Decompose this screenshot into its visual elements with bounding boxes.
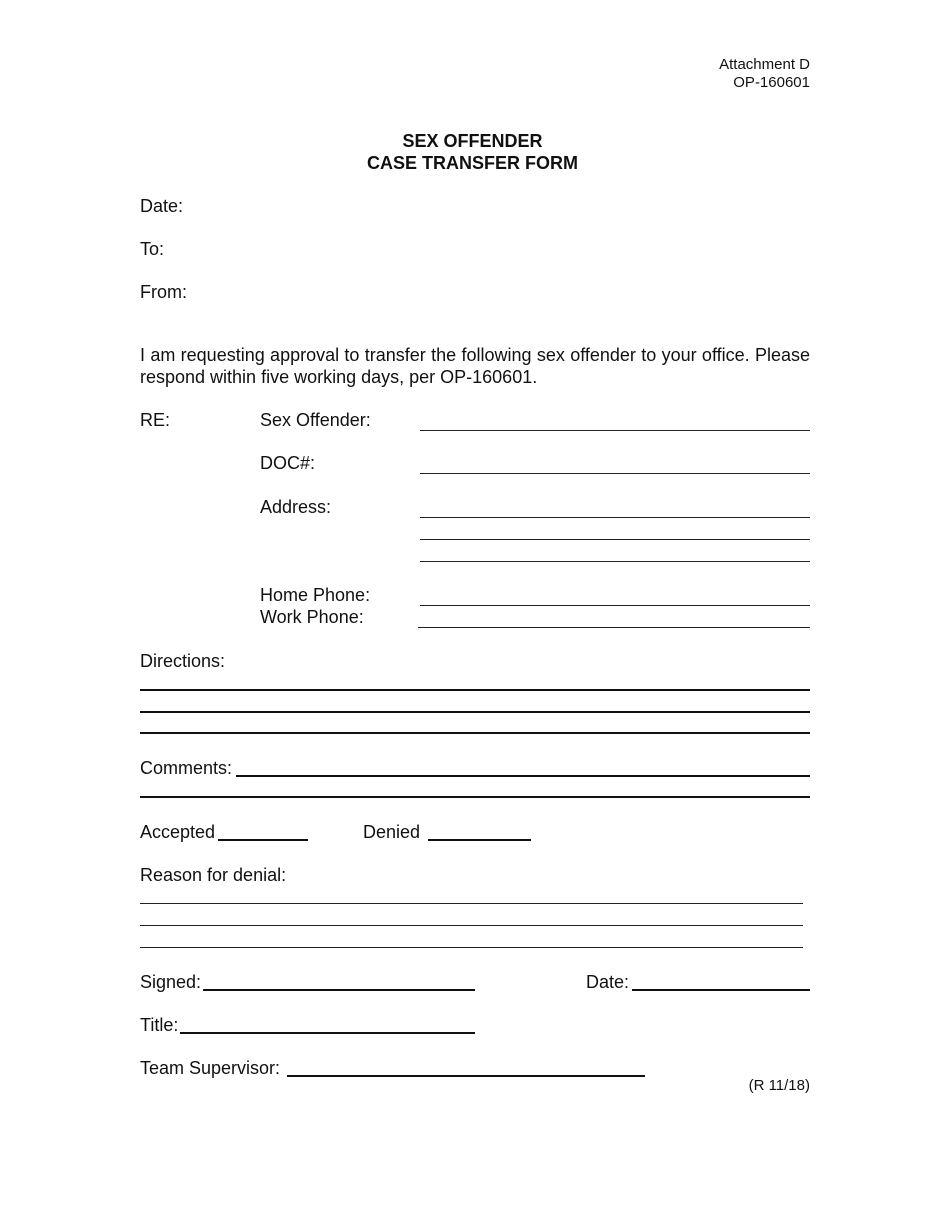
reason-for-denial-label: Reason for denial: (140, 865, 287, 885)
directions-line3[interactable] (140, 732, 810, 734)
home-phone-label: Home Phone: (260, 585, 371, 605)
accepted-label: Accepted (140, 822, 216, 842)
revision-code: (R 11/18) (748, 1077, 810, 1094)
form-title-line1: SEX OFFENDER (402, 131, 543, 151)
team-supervisor-label: Team Supervisor: (140, 1058, 281, 1078)
directions-label: Directions: (140, 651, 226, 671)
home-phone-field[interactable] (420, 605, 810, 606)
sex-offender-field[interactable] (420, 430, 810, 431)
doc-number-field[interactable] (420, 473, 810, 474)
from-label: From: (140, 282, 187, 302)
comments-label: Comments: (140, 758, 233, 778)
accepted-field[interactable] (218, 839, 308, 841)
signature-date-label: Date: (586, 972, 630, 992)
team-supervisor-field[interactable] (287, 1075, 645, 1077)
sex-offender-label: Sex Offender: (260, 410, 371, 430)
directions-line1[interactable] (140, 689, 810, 691)
work-phone-label: Work Phone: (260, 607, 364, 627)
reason-line2[interactable] (140, 925, 803, 926)
comments-line1[interactable] (236, 775, 810, 777)
signed-field[interactable] (203, 989, 475, 991)
doc-label: DOC#: (260, 453, 316, 473)
address-field-line2[interactable] (420, 539, 810, 540)
denied-label: Denied (363, 822, 421, 842)
reason-line3[interactable] (140, 947, 803, 948)
op-number: OP-160601 (733, 74, 810, 91)
form-title-line2: CASE TRANSFER FORM (367, 153, 578, 173)
signature-date-field[interactable] (632, 989, 810, 991)
address-label: Address: (260, 497, 332, 517)
attachment-label: Attachment D (719, 56, 810, 73)
denied-field[interactable] (428, 839, 531, 841)
title-label: Title: (140, 1015, 179, 1035)
comments-line2[interactable] (140, 796, 810, 798)
signed-label: Signed: (140, 972, 202, 992)
reason-line1[interactable] (140, 903, 803, 904)
date-label: Date: (140, 196, 184, 216)
request-paragraph: I am requesting approval to transfer the following sex offender to your office. Please respond within five working days, per OP-160601. (140, 345, 810, 387)
title-field[interactable] (180, 1032, 475, 1034)
re-label: RE: (140, 410, 171, 430)
to-label: To: (140, 239, 165, 259)
address-field-line3[interactable] (420, 561, 810, 562)
address-field-line1[interactable] (420, 517, 810, 518)
work-phone-field[interactable] (418, 627, 810, 628)
directions-line2[interactable] (140, 711, 810, 713)
